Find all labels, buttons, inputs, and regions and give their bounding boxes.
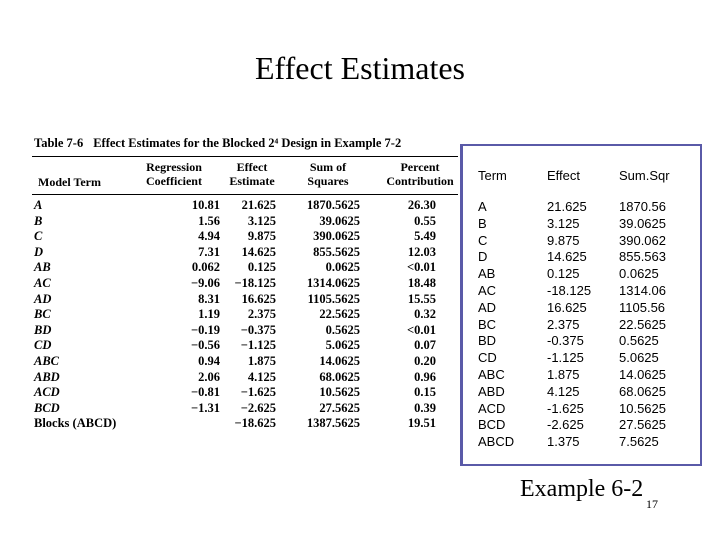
header-model-term: Model Term [38, 175, 101, 189]
software-output-table [460, 144, 702, 466]
output-sumsqr-cell: 68.0625 [619, 383, 666, 399]
percent-cell: 0.32 [414, 307, 436, 322]
term-cell: Blocks (ABCD) [34, 416, 117, 431]
sum-of-squares-cell: 0.0625 [325, 260, 360, 275]
output-row [463, 216, 703, 233]
effect-cell: 14.625 [241, 244, 276, 259]
sum-of-squares-cell: 1314.0625 [306, 275, 360, 290]
coefficient-cell: 7.31 [198, 244, 220, 259]
table-row [30, 198, 458, 214]
output-effect-cell: 4.125 [547, 383, 580, 399]
term-cell: CD [34, 338, 52, 353]
effect-cell: −1.625 [240, 385, 276, 400]
term-cell: C [34, 229, 43, 244]
sum-of-squares-cell: 0.5625 [325, 322, 360, 337]
effect-cell: −18.125 [234, 275, 276, 290]
percent-cell: 0.20 [414, 353, 436, 368]
output-row [463, 266, 703, 283]
term-cell: ABD [34, 369, 60, 384]
percent-cell: 0.55 [414, 213, 436, 228]
percent-cell: 19.51 [407, 416, 436, 431]
effect-cell: 4.125 [247, 369, 276, 384]
output-row [463, 317, 703, 334]
output-sumsqr-cell: 1105.56 [619, 299, 666, 315]
output-term-cell: ABCD [478, 434, 515, 450]
output-effect-cell: 0.125 [547, 266, 580, 282]
output-header-term: Term [478, 168, 507, 183]
output-sumsqr-cell: 0.5625 [619, 333, 659, 349]
output-term-cell: AB [478, 266, 496, 282]
term-cell: BCD [34, 400, 60, 415]
coefficient-cell: 2.06 [198, 369, 220, 384]
table-row [30, 260, 458, 276]
table-row [30, 354, 458, 370]
sum-of-squares-cell: 855.5625 [313, 244, 360, 259]
example-caption: Example 6-2 [520, 476, 644, 502]
table-row [30, 214, 458, 230]
effect-cell: 2.375 [247, 307, 276, 322]
coefficient-cell: 1.19 [198, 307, 220, 322]
output-sumsqr-cell: 1870.56 [619, 199, 666, 214]
output-table-body [463, 199, 703, 451]
output-term-cell: ABD [478, 383, 505, 399]
effect-cell: 16.625 [241, 291, 276, 306]
slide-title: Effect Estimates [255, 50, 465, 86]
table-title: Effect Estimates for the Blocked 2⁴ Design in Example 7-2 [93, 136, 402, 150]
output-row [463, 384, 703, 401]
header-sum-of-squares: Sum of Squares [307, 160, 349, 188]
sum-of-squares-cell: 1870.5625 [306, 198, 360, 212]
term-cell: ABC [34, 353, 60, 368]
output-term-cell: BCD [478, 417, 506, 433]
effect-cell: 21.625 [241, 198, 276, 212]
term-cell: ACD [34, 385, 60, 400]
output-row [463, 401, 703, 418]
coefficient-cell: 1.56 [198, 213, 220, 228]
coefficient-cell: 8.31 [198, 291, 220, 306]
effect-cell: 0.125 [247, 260, 276, 275]
table-row [30, 370, 458, 386]
output-term-cell: AD [478, 299, 497, 315]
effect-cell: −1.125 [240, 338, 276, 353]
sum-of-squares-cell: 5.0625 [325, 338, 360, 353]
output-sumsqr-cell: 0.0625 [619, 266, 659, 282]
output-effect-cell: -0.375 [547, 333, 584, 349]
output-row [463, 367, 703, 384]
output-term-cell: BD [478, 333, 497, 349]
output-sumsqr-cell: 1314.06 [619, 282, 666, 298]
term-cell: B [34, 213, 43, 228]
term-cell: D [34, 244, 44, 259]
effect-cell: −0.375 [240, 322, 276, 337]
percent-cell: 18.48 [407, 275, 436, 290]
output-effect-cell: 1.875 [547, 366, 580, 382]
output-effect-cell: 16.625 [547, 299, 587, 315]
term-cell: BC [34, 307, 51, 322]
percent-cell: 12.03 [407, 244, 436, 259]
table-row [30, 416, 458, 432]
output-sumsqr-cell: 39.0625 [619, 215, 666, 231]
table-row [30, 307, 458, 323]
sum-of-squares-cell: 1387.5625 [306, 416, 360, 431]
output-sumsqr-cell: 27.5625 [619, 417, 666, 433]
sum-of-squares-cell: 27.5625 [319, 400, 360, 415]
sum-of-squares-cell: 39.0625 [319, 213, 360, 228]
coefficient-cell: −0.81 [191, 385, 220, 400]
output-term-cell: AC [478, 282, 497, 298]
output-effect-cell: 14.625 [547, 249, 587, 265]
output-effect-cell: -1.625 [547, 400, 584, 416]
output-effect-cell: 21.625 [547, 199, 587, 214]
percent-cell: 15.55 [407, 291, 436, 306]
output-effect-cell: 3.125 [547, 215, 580, 231]
sum-of-squares-cell: 68.0625 [319, 369, 360, 384]
page-number: 17 [646, 497, 658, 511]
percent-cell: 0.07 [414, 338, 436, 353]
output-row [463, 199, 703, 216]
table-row [30, 245, 458, 261]
output-sumsqr-cell: 855.563 [619, 249, 666, 265]
effect-cell: 3.125 [247, 213, 276, 228]
percent-cell: 0.39 [414, 400, 436, 415]
table-caption [34, 136, 401, 151]
coefficient-cell: 0.062 [191, 260, 220, 275]
sum-of-squares-cell: 10.5625 [319, 385, 360, 400]
output-row [463, 300, 703, 317]
output-header-sumsqr: Sum.Sqr [619, 168, 670, 183]
output-sumsqr-cell: 10.5625 [619, 400, 666, 416]
coefficient-cell: 4.94 [198, 229, 220, 244]
output-row [463, 417, 703, 434]
table-row [30, 338, 458, 354]
percent-cell: 0.15 [414, 385, 436, 400]
output-row [463, 249, 703, 266]
table-top-rule [32, 156, 458, 157]
output-sumsqr-cell: 5.0625 [619, 350, 659, 366]
table-row [30, 401, 458, 417]
output-term-cell: B [478, 215, 487, 231]
table-header-rule [32, 194, 458, 195]
textbook-table-image [30, 132, 458, 462]
output-sumsqr-cell: 390.062 [619, 232, 666, 248]
coefficient-cell: −0.56 [191, 338, 220, 353]
output-effect-cell: -2.625 [547, 417, 584, 433]
output-row [463, 434, 703, 451]
textbook-table-body [30, 198, 458, 432]
table-row [30, 292, 458, 308]
sum-of-squares-cell: 14.0625 [319, 353, 360, 368]
effect-cell: −2.625 [240, 400, 276, 415]
term-cell: AD [34, 291, 52, 306]
sum-of-squares-cell: 22.5625 [319, 307, 360, 322]
percent-cell: 26.30 [407, 198, 436, 212]
output-effect-cell: 1.375 [547, 434, 580, 450]
effect-cell: 9.875 [247, 229, 276, 244]
table-row [30, 323, 458, 339]
output-term-cell: ABC [478, 366, 505, 382]
term-cell: AB [34, 260, 51, 275]
output-effect-cell: -18.125 [547, 282, 592, 298]
output-sumsqr-cell: 14.0625 [619, 366, 666, 382]
output-row [463, 350, 703, 367]
output-sumsqr-cell: 22.5625 [619, 316, 666, 332]
term-cell: A [34, 198, 43, 212]
table-row [30, 229, 458, 245]
coefficient-cell: −9.06 [191, 275, 220, 290]
sum-of-squares-cell: 390.0625 [313, 229, 360, 244]
output-effect-cell: 9.875 [547, 232, 580, 248]
term-cell: BD [34, 322, 52, 337]
header-effect-estimate: Effect Estimate [229, 160, 275, 188]
output-term-cell: C [478, 232, 488, 248]
header-percent-contribution: Percent Contribution [386, 160, 454, 188]
header-regression-coefficient: Regression Coefficient [146, 160, 202, 188]
output-row [463, 233, 703, 250]
term-cell: AC [34, 275, 51, 290]
coefficient-cell: −0.19 [191, 322, 220, 337]
table-number: Table 7-6 [34, 136, 84, 150]
percent-cell: 5.49 [414, 229, 436, 244]
output-header-effect: Effect [547, 168, 581, 183]
output-row [463, 283, 703, 300]
coefficient-cell: −1.31 [191, 400, 220, 415]
output-term-cell: CD [478, 350, 497, 366]
effect-cell: 1.875 [247, 353, 276, 368]
output-effect-cell: 2.375 [547, 316, 580, 332]
output-term-cell: D [478, 249, 488, 265]
coefficient-cell: 0.94 [198, 353, 220, 368]
percent-cell: <0.01 [407, 260, 436, 275]
percent-cell: 0.96 [414, 369, 436, 384]
output-term-cell: BC [478, 316, 497, 332]
output-effect-cell: -1.125 [547, 350, 584, 366]
table-row [30, 385, 458, 401]
output-term-cell: A [478, 199, 487, 214]
output-sumsqr-cell: 7.5625 [619, 434, 659, 450]
effect-cell: −18.625 [234, 416, 276, 431]
percent-cell: <0.01 [407, 322, 436, 337]
sum-of-squares-cell: 1105.5625 [307, 291, 360, 306]
output-row [463, 333, 703, 350]
output-term-cell: ACD [478, 400, 506, 416]
coefficient-cell: 10.81 [191, 198, 220, 212]
table-row [30, 276, 458, 292]
